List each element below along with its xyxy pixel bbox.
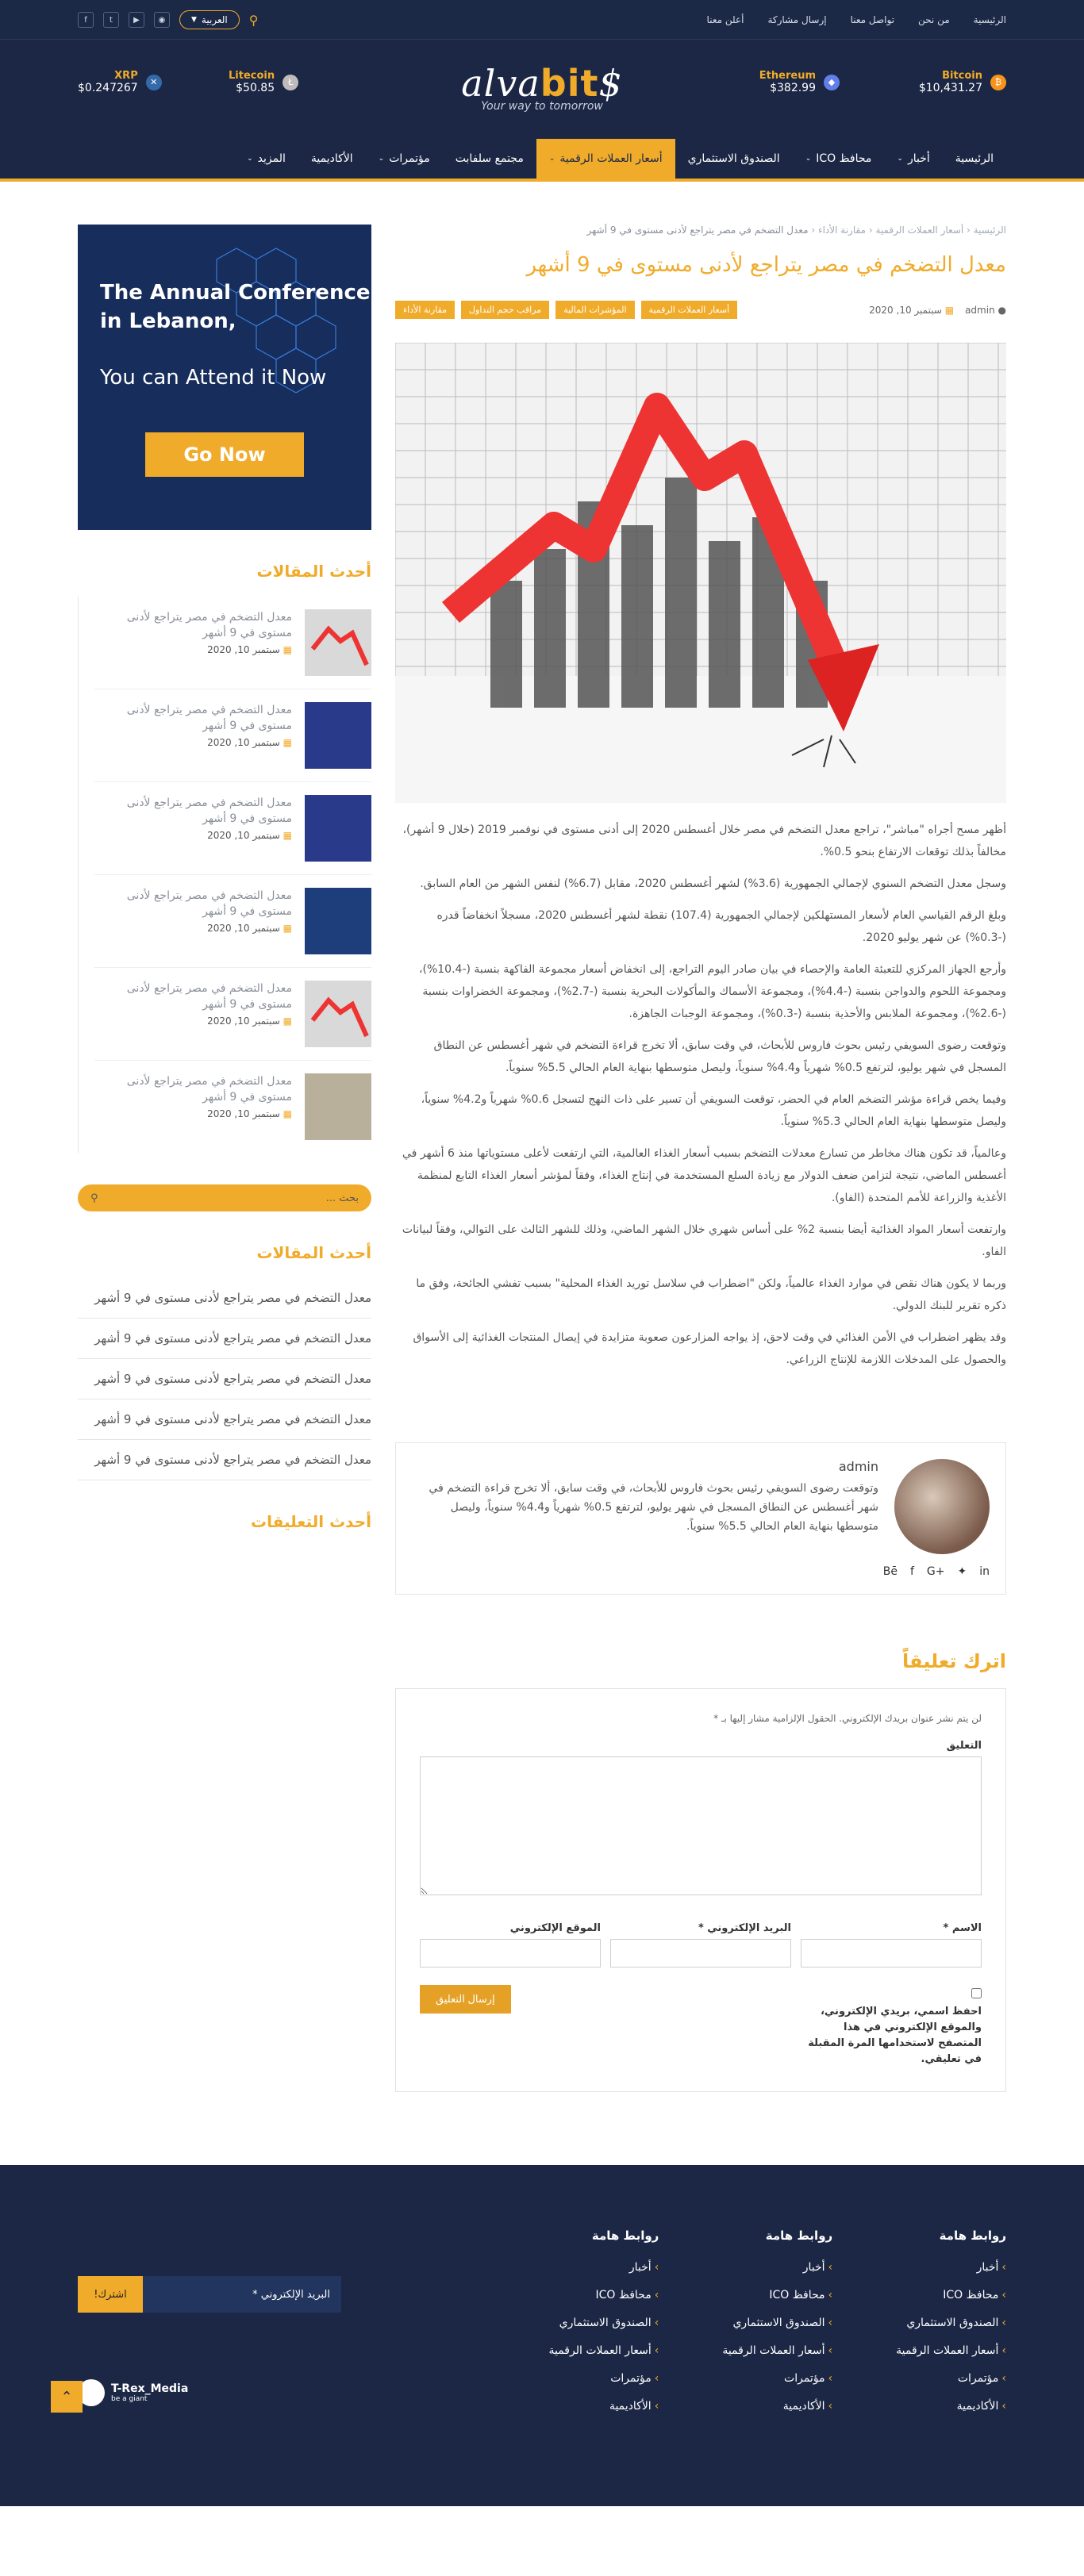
instagram-icon[interactable]: ◉ <box>154 12 170 28</box>
date-text: سبتمبر 10, 2020 <box>207 737 280 748</box>
googleplus-icon[interactable]: G+ <box>926 1565 945 1578</box>
footer-column-title: روابط هامة <box>591 2229 659 2243</box>
footer-link-text: أخبار <box>628 2261 652 2274</box>
ticker-name: Bitcoin <box>942 70 982 82</box>
footer-column <box>548 2229 659 2421</box>
post-date <box>117 1108 292 1119</box>
post-title: معدل التضخم في مصر يتراجع لأدنى مستوى في 9 أشهر <box>126 704 292 732</box>
top-link-contact[interactable]: تواصل معنا <box>850 14 895 25</box>
nav-item-academy[interactable] <box>298 139 366 179</box>
nav-item-community[interactable] <box>443 139 536 179</box>
list-item[interactable] <box>94 782 371 875</box>
footer-link-text: الصندوق الاستثماري <box>906 2317 999 2329</box>
date-text: سبتمبر 10, 2020 <box>207 1015 280 1027</box>
post-thumbnail <box>305 702 371 769</box>
footer-link[interactable]: ›الأكاديمية <box>782 2400 833 2413</box>
conference-ad-banner[interactable] <box>78 225 371 530</box>
comment-form <box>395 1688 1006 2092</box>
calendar-icon: ▦ <box>944 304 955 316</box>
article-paragraph: وبلغ الرقم القياسي العام لأسعار المستهلكين لإجمالي الجمهورية (107.4) نقطة لشهر أغسطس 2020، مسجلاً انخفاضاً قدره (-0.3%) عن شهر يوليو 2020. <box>436 909 1006 944</box>
featured-image <box>395 343 1006 803</box>
calendar-icon: ▦ <box>283 923 292 934</box>
recent-comments-title: أحدث التعليقات <box>250 1512 371 1531</box>
article-meta <box>395 301 1006 319</box>
newsletter-subscribe-button[interactable]: اشترك! <box>78 2276 143 2313</box>
nav-label: الأكاديمية <box>310 152 353 165</box>
list-item[interactable] <box>94 597 371 689</box>
chevron-down-icon: ⌄ <box>805 155 812 163</box>
date-text: سبتمبر 10, 2020 <box>207 830 280 841</box>
footer-column-title: روابط هامة <box>939 2229 1006 2243</box>
logo-main: $alva <box>461 62 623 105</box>
chevron-down-icon: ⌄ <box>548 155 555 163</box>
tag[interactable]: المؤشرات المالية <box>555 301 634 319</box>
nav-label: محافظ ICO <box>816 152 872 165</box>
nav-item-investment-fund[interactable] <box>675 139 793 179</box>
post-date <box>117 1015 292 1027</box>
date-text: سبتمبر 10, 2020 <box>207 1108 280 1119</box>
footer-link-text: أسعار العملات الرقمية <box>722 2344 825 2357</box>
author-meta[interactable] <box>965 305 1006 316</box>
ad-heading <box>100 278 371 336</box>
footer-link[interactable]: ›مؤتمرات <box>784 2372 833 2385</box>
bitcoin-icon: ₿ <box>990 75 1006 90</box>
list-item[interactable] <box>94 875 371 968</box>
nav-item-more[interactable] <box>234 139 298 179</box>
article-paragraph: وسجل معدل التضخم السنوي لإجمالي الجمهورية (3.6%) لشهر أغسطس 2020، مقابل (6.7%) لنفس الشهر من العام السابق. <box>420 877 1006 890</box>
breadcrumb-crypto-prices[interactable]: أسعار العملات الرقمية <box>875 225 964 236</box>
article-paragraph: أظهر مسح أجراه "مباشر"، تراجع معدل التضخم في مصر خلال أغسطس 2020 إلى أدنى مستوى في نوفمبر 2019 (خلال 9 أشهر)، مخالفاً بذلك توقعات الارتفاع بنحو 0.5%. <box>402 823 1006 858</box>
main-nav <box>78 139 1006 179</box>
post-title: معدل التضخم في مصر يتراجع لأدنى مستوى في 9 أشهر <box>126 1075 292 1104</box>
language-label: العربية <box>201 14 228 25</box>
list-item[interactable] <box>94 1061 371 1153</box>
email-field[interactable] <box>610 1939 791 1968</box>
footer-link[interactable]: ›محافظ ICO <box>769 2289 833 2302</box>
credit-name: T-Rex_Media <box>111 2382 189 2395</box>
post-thumbnail <box>305 1073 371 1140</box>
article-paragraph: وارتفعت أسعار المواد الغذائية أيضا بنسبة 2% على أساس شهري خلال الشهر الماضي، وذلك للشهر الثالث على التوالي، وفقاً لبيانات الفاو. <box>402 1223 1006 1258</box>
footer-link-text: محافظ ICO <box>943 2289 999 2302</box>
nav-item-crypto-prices[interactable] <box>536 139 675 179</box>
article-paragraph: وتوقعت رضوى السويفي رئيس بحوث فاروس للأبحاث، في وقت سابق، ألا تخرج قراءة التضخم في شهر أغسطس عن النطاق المسجل في شهر يوليو، لترتفع 0.5% شهرياً و4.4% سنوياً، وليصل متوسطها بنهاية العام الحالي 5.5% سنوياً. <box>433 1039 1006 1074</box>
submit-comment-button[interactable]: إرسال التعليق <box>420 1985 511 2014</box>
article-paragraph: وفيما يخص قراءة مؤشر التضخم العام في الحضر، توقعت السويفي أن تسير على ذات النهج لتسجل 0.6% شهرياً و4.2% سنوياً، وليصل متوسطها بنهاية العام الحالي 5.3% سنوياً. <box>421 1093 1006 1128</box>
date-meta <box>869 305 954 316</box>
article-paragraph: وأرجع الجهاز المركزي للتعبئة العامة والإحصاء في بيان صادر اليوم التراجع، إلى انخفاض أسعار مجموعة الفاكهة بنسبة (-10.4%)، ومجموعة اللحوم والدواجن بنسبة (-4.4%)، ومجموعة الأسماك والمأكولات البحرية بنسبة (-2.7%)، ومجموعة الخضراوات بنسبة (-2.6%)، ومجموعة الملابس والأحذية بنسبة (-0.3%)، ومجموعة الوجبات الجاهزة. <box>418 963 1006 1020</box>
post-title: معدل التضخم في مصر يتراجع لأدنى مستوى في 9 أشهر <box>126 797 292 825</box>
ticker-ethereum[interactable] <box>759 70 840 94</box>
top-bar <box>0 0 1084 40</box>
post-date <box>117 644 292 655</box>
article-paragraph: وعالمياً، قد تكون هناك مخاطر من تسارع معدلات التضخم بسبب أسعار الغذاء العالمية، التي ارتفعت لأعلى مستوياتها منذ 6 أشهر في أغسطس الماضي، نتيجة لتزامن ضعف الدولار مع زيادة السلع المستخدمة في إنتاج الغذاء، وفقاً لمؤشر أسعار الغذاء التابع لمنظمة الأغذية والزراعة للأمم المتحدة (الفاو). <box>402 1147 1006 1204</box>
ad-line-2: in Lebanon, <box>100 309 236 333</box>
site-logo[interactable] <box>461 62 623 113</box>
footer-link[interactable]: ›الأكاديمية <box>609 2400 659 2413</box>
credit-tagline: be a giant <box>111 2395 148 2403</box>
ad-line-1: The Annual Conference <box>100 281 371 305</box>
ticker-xrp[interactable] <box>78 70 162 94</box>
save-info-label: احفظ اسمي، بريدي الإلكتروني، والموقع الإلكتروني في هذا المتصفح لاستخدامها المرة المقبلة في تعليقي. <box>808 2006 982 2065</box>
article <box>395 225 1006 2092</box>
nav-label: الرئيسية <box>955 152 994 165</box>
nav-label: المزيد <box>257 152 286 165</box>
nav-item-ico-wallets[interactable] <box>793 139 885 179</box>
recent-posts-list <box>78 597 371 1153</box>
post-date <box>117 737 292 748</box>
site-header <box>0 40 1084 179</box>
post-thumbnail <box>305 609 371 676</box>
recent-posts-plain-list <box>78 1278 371 1480</box>
footer-link[interactable]: ›الصندوق الاستثماري <box>732 2317 833 2329</box>
footer-link-text: محافظ ICO <box>595 2289 652 2302</box>
name-field[interactable] <box>801 1939 982 1968</box>
post-thumbnail <box>305 981 371 1047</box>
chevron-up-icon: ⌃ <box>60 2388 73 2405</box>
footer-link-text: أخبار <box>802 2261 825 2274</box>
comment-textarea[interactable] <box>420 1756 982 1895</box>
top-links <box>707 14 1006 25</box>
list-item[interactable]: معدل التضخم في مصر يتراجع لأدنى مستوى في 9 أشهر <box>78 1399 371 1440</box>
ticker-name: Ethereum <box>759 70 816 82</box>
user-icon: ● <box>998 304 1006 316</box>
breadcrumb-performance[interactable]: مقارنة الأداء <box>817 225 866 236</box>
breadcrumb-home[interactable]: الرئيسية <box>973 225 1006 236</box>
back-to-top-button[interactable] <box>51 2381 83 2413</box>
website-label: الموقع الإلكتروني <box>509 1922 601 1934</box>
list-item[interactable]: معدل التضخم في مصر يتراجع لأدنى مستوى في 9 أشهر <box>78 1319 371 1359</box>
top-bar-tools <box>78 10 258 29</box>
list-item[interactable]: معدل التضخم في مصر يتراجع لأدنى مستوى في 9 أشهر <box>78 1278 371 1319</box>
chevron-down-icon: ⌄ <box>897 155 903 163</box>
footer-link[interactable]: ›أخبار <box>628 2261 659 2274</box>
search-icon[interactable]: ⚲ <box>90 1192 98 1204</box>
article-paragraph: وقد يظهر اضطراب في الأمن الغذائي في وقت لاحق، إذ يواجه المزارعون صعوبة متزايدة في إيصال المنتجات الغذائية إلى الأسواق والحصول على المدخلات اللازمة للإنتاج الزراعي. <box>413 1331 1006 1366</box>
ethereum-icon: ◆ <box>824 75 840 90</box>
list-item[interactable] <box>94 689 371 782</box>
website-field[interactable] <box>420 1939 601 1968</box>
comment-label: التعليق <box>946 1740 982 1752</box>
sidebar-search[interactable] <box>78 1184 371 1211</box>
save-info-checkbox[interactable] <box>971 1988 982 1998</box>
youtube-icon[interactable]: ▶ <box>129 12 144 28</box>
list-item[interactable] <box>94 968 371 1061</box>
post-thumbnail <box>305 795 371 862</box>
ticker-price: $10,431.27 <box>918 82 982 94</box>
avatar <box>894 1459 990 1554</box>
post-date: سبتمبر 10, 2020 <box>869 304 942 316</box>
logo-accent: bit <box>540 62 599 105</box>
page-content <box>78 182 1006 2092</box>
behance-icon[interactable]: Bē <box>882 1565 898 1578</box>
nav-label: مؤتمرات <box>389 152 430 165</box>
ticker-bitcoin[interactable] <box>919 70 1006 94</box>
footer-link-text: الأكاديمية <box>782 2400 825 2413</box>
post-date <box>117 830 292 841</box>
author-box <box>395 1442 1006 1595</box>
tag[interactable]: أسعار العملات الرقمية <box>641 301 738 319</box>
page-title: معدل التضخم في مصر يتراجع لأدنى مستوى في 9 أشهر <box>526 253 1006 277</box>
chevron-down-icon: ▼ <box>191 16 197 24</box>
footer-column <box>896 2229 1006 2421</box>
footer-link-text: الأكاديمية <box>609 2400 652 2413</box>
xrp-icon: ✕ <box>146 75 162 90</box>
author-box-name[interactable]: admin <box>838 1459 878 1474</box>
top-link-submit-post[interactable]: إرسال مشاركة <box>767 14 827 25</box>
footer-link[interactable]: ›أخبار <box>802 2261 833 2274</box>
top-link-advertise[interactable]: أعلن معنا <box>706 14 744 25</box>
author-bio: وتوقعت رضوى السويفي رئيس بحوث فاروس للأبحاث، في وقت سابق، ألا تخرج قراءة التضخم في شهر أغسطس عن النطاق المسجل في شهر يوليو، لترتفع 0.5% شهرياً و4.4% سنوياً، وليصل متوسطها بنهاية العام الحالي 5.5% سنوياً. <box>429 1482 878 1533</box>
ticker-price: $0.247267 <box>78 82 138 94</box>
post-thumbnail <box>305 888 371 954</box>
post-title: معدل التضخم في مصر يتراجع لأدنى مستوى في 9 أشهر <box>126 611 292 639</box>
author-name: admin <box>965 304 995 316</box>
ad-cta-button[interactable]: Go Now <box>145 432 304 477</box>
nav-label: أسعار العملات الرقمية <box>559 152 663 165</box>
twitter-icon[interactable]: ✦ <box>957 1565 967 1578</box>
tag[interactable]: مراقب حجم التداول <box>461 301 549 319</box>
nav-item-conferences[interactable] <box>366 139 443 179</box>
footer-link-text: الصندوق الاستثماري <box>559 2317 652 2329</box>
top-link-home[interactable]: الرئيسية <box>973 14 1006 25</box>
footer-link-text: الأكاديمية <box>956 2400 999 2413</box>
top-link-about[interactable]: من نحن <box>918 14 950 25</box>
site-footer <box>0 2165 1084 2506</box>
credit-logo[interactable] <box>78 2379 188 2406</box>
list-item[interactable]: معدل التضخم في مصر يتراجع لأدنى مستوى في 9 أشهر <box>78 1440 371 1480</box>
nav-item-home[interactable] <box>943 139 1006 179</box>
calendar-icon: ▦ <box>283 644 292 655</box>
nav-label: مجتمع سلفابت <box>455 152 524 165</box>
linkedin-icon[interactable]: in <box>979 1565 990 1578</box>
breadcrumb-current: معدل التضخم في مصر يتراجع لأدنى مستوى في 9 أشهر <box>586 225 809 236</box>
article-body <box>395 819 1006 1371</box>
footer-link[interactable]: ›الصندوق الاستثماري <box>559 2317 659 2329</box>
breadcrumb: الرئيسية ‹ أسعار العملات الرقمية ‹ مقارنة الأداء ‹ معدل التضخم في مصر يتراجع لأدنى مستوى في 9 أشهر <box>586 225 1006 236</box>
twitter-icon[interactable]: t <box>103 12 119 28</box>
footer-link-text: محافظ ICO <box>769 2289 825 2302</box>
footer-column <box>722 2229 832 2421</box>
footer-link-text: الصندوق الاستثماري <box>732 2317 825 2329</box>
comment-form-title: اترك تعليقاً <box>902 1650 1006 1672</box>
facebook-icon[interactable]: f <box>909 1565 914 1578</box>
date-text: سبتمبر 10, 2020 <box>207 923 280 934</box>
footer-link[interactable]: ›مؤتمرات <box>957 2372 1006 2385</box>
footer-link[interactable]: ›الأكاديمية <box>956 2400 1006 2413</box>
litecoin-icon: Ł <box>283 75 298 90</box>
footer-link-text: مؤتمرات <box>784 2372 825 2385</box>
language-selector[interactable] <box>179 10 240 29</box>
footer-link-text: أسعار العملات الرقمية <box>896 2344 999 2357</box>
list-item[interactable]: معدل التضخم في مصر يتراجع لأدنى مستوى في 9 أشهر <box>78 1359 371 1399</box>
footer-link[interactable]: ›أخبار <box>976 2261 1006 2274</box>
calendar-icon: ▦ <box>283 830 292 841</box>
logo-tagline: Your way to tomorrow <box>481 100 603 113</box>
recent-posts-title-2: أحدث المقالات <box>256 1243 371 1262</box>
tag-list <box>395 301 737 319</box>
footer-link[interactable]: ›أسعار العملات الرقمية <box>896 2344 1006 2357</box>
calendar-icon: ▦ <box>283 1015 292 1027</box>
footer-link[interactable]: ›الصندوق الاستثماري <box>906 2317 1006 2329</box>
footer-link[interactable]: ›محافظ ICO <box>943 2289 1006 2302</box>
nav-item-news[interactable] <box>884 139 942 179</box>
chevron-down-icon: ⌄ <box>378 155 385 163</box>
inflation-arrow-graphic <box>395 343 1006 803</box>
footer-link-text: أسعار العملات الرقمية <box>548 2344 652 2357</box>
footer-link-text: مؤتمرات <box>957 2372 999 2385</box>
author-social <box>412 1565 990 1578</box>
ticker-name: XRP <box>114 70 138 82</box>
post-date <box>117 923 292 934</box>
ticker-price: $50.85 <box>236 82 275 94</box>
facebook-icon[interactable]: f <box>78 12 94 28</box>
footer-link[interactable]: ›أسعار العملات الرقمية <box>722 2344 833 2357</box>
ad-subheading: You can Attend it Now <box>100 366 327 390</box>
newsletter-email-input[interactable]: البريد الإلكتروني * <box>143 2276 341 2313</box>
email-label: البريد الإلكتروني * <box>698 1922 791 1934</box>
ticker-litecoin[interactable] <box>229 70 298 94</box>
name-label: الاسم * <box>943 1922 982 1934</box>
search-icon[interactable]: ⚲ <box>248 12 259 28</box>
tag[interactable]: مقارنة الأداء <box>395 301 455 319</box>
comment-note: لن يتم نشر عنوان بريدك الإلكتروني. الحقول الإلزامية مشار إليها بـ * <box>713 1713 982 1724</box>
search-placeholder: بحث ... <box>325 1192 359 1204</box>
sidebar <box>78 225 371 2092</box>
ticker-price: $382.99 <box>770 82 816 94</box>
recent-posts-title: أحدث المقالات <box>256 562 371 581</box>
footer-link[interactable]: ›مؤتمرات <box>610 2372 659 2385</box>
footer-link[interactable]: ›محافظ ICO <box>595 2289 659 2302</box>
footer-link-text: مؤتمرات <box>610 2372 652 2385</box>
post-title: معدل التضخم في مصر يتراجع لأدنى مستوى في 9 أشهر <box>126 982 292 1011</box>
calendar-icon: ▦ <box>283 737 292 748</box>
newsletter-form <box>78 2276 341 2313</box>
footer-link[interactable]: ›أسعار العملات الرقمية <box>548 2344 659 2357</box>
footer-link-text: أخبار <box>976 2261 999 2274</box>
date-text: سبتمبر 10, 2020 <box>207 644 280 655</box>
chevron-down-icon: ⌄ <box>247 155 253 163</box>
calendar-icon: ▦ <box>283 1108 292 1119</box>
ticker-name: Litecoin <box>229 70 275 82</box>
footer-column-title: روابط هامة <box>765 2229 833 2243</box>
nav-label: أخبار <box>907 152 930 165</box>
nav-label: الصندوق الاستثماري <box>687 152 780 165</box>
post-title: معدل التضخم في مصر يتراجع لأدنى مستوى في 9 أشهر <box>126 889 292 918</box>
article-paragraph: وربما لا يكون هناك نقص في موارد الغذاء عالمياً، ولكن "اضطراب في سلاسل توريد الغذاء المحلية" بسبب تفشي الجائحة، وفق ما ذكره تقرير للبنك الدولي. <box>416 1277 1006 1312</box>
